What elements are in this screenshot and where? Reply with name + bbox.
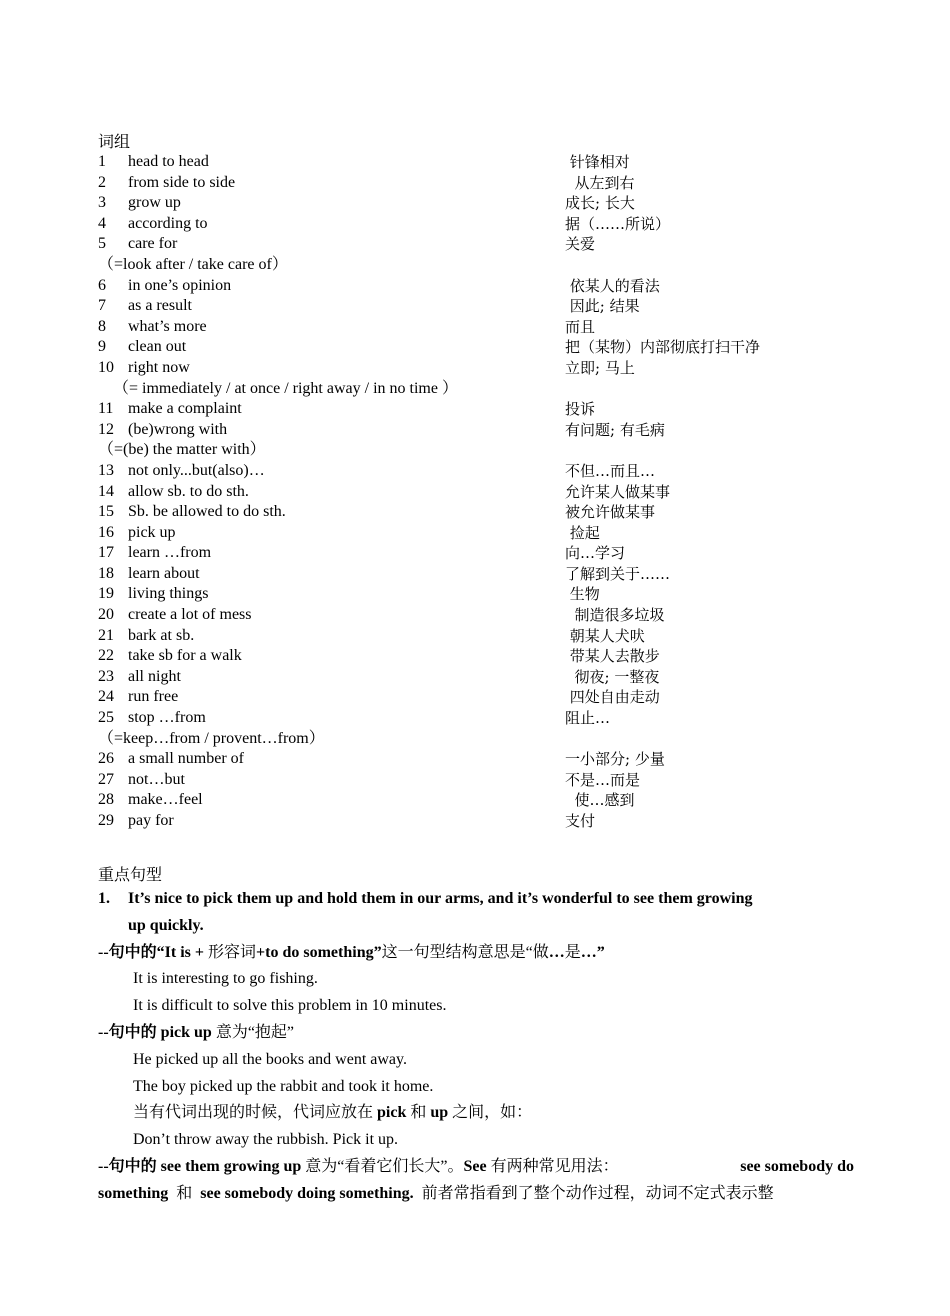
- phrase-number: 4: [98, 214, 106, 232]
- pronoun-note: [98, 1100, 854, 1127]
- phrase-chinese: 立即; 马上: [565, 358, 635, 377]
- phrase-row: [98, 584, 858, 605]
- phrase-row: [98, 482, 858, 503]
- phrase-row: [98, 399, 858, 420]
- phrase-number: 17: [98, 544, 114, 562]
- phrase-row: [98, 646, 858, 667]
- phrase-synonym: （=look after / take care of）: [98, 255, 288, 273]
- phrase-english: make…feel: [128, 791, 203, 809]
- phrase-number: 15: [98, 503, 114, 521]
- sentences-heading: 重点句型: [98, 867, 163, 884]
- phrase-row: [98, 234, 858, 255]
- phrase-number: 11: [98, 400, 114, 418]
- phrase-number: 10: [98, 358, 114, 376]
- phrase-number: 6: [98, 276, 106, 294]
- phrase-english: grow up: [128, 194, 181, 212]
- phrase-english: what’s more: [128, 317, 207, 335]
- phrase-row: [98, 543, 858, 564]
- phrase-chinese: 制造很多垃圾: [565, 606, 665, 625]
- phrase-row: [98, 358, 858, 379]
- note-bold: pick: [377, 1104, 407, 1122]
- phrase-row: [98, 790, 858, 811]
- phrase-number: 5: [98, 235, 106, 253]
- note-see-part-1: [98, 1154, 619, 1181]
- phrase-chinese: 捡起: [565, 523, 600, 542]
- phrase-chinese: 四处自由走动: [565, 688, 660, 707]
- phrase-number: 14: [98, 482, 114, 500]
- example-sentence: Don’t throw away the rubbish. Pick it up.: [133, 1131, 399, 1149]
- note-bold: +to do something”: [256, 943, 382, 961]
- sentence-1-line-1: It’s nice to pick them up and hold them in our arms, and it’s wonderful to see them growing: [128, 890, 753, 907]
- note-see-usage: [98, 1154, 854, 1181]
- phrase-number: 19: [98, 585, 114, 603]
- phrase-row: [98, 420, 858, 441]
- phrase-chinese: 一小部分; 少量: [565, 750, 665, 769]
- phrase-chinese: 有问题; 有毛病: [565, 420, 665, 439]
- phrase-english: a small number of: [128, 750, 244, 768]
- note-pick-up: [98, 1020, 854, 1047]
- phrase-chinese: 允许某人做某事: [565, 482, 671, 501]
- phrase-number: 7: [98, 297, 106, 315]
- phrase-english: (be)wrong with: [128, 420, 228, 438]
- example-sentence: It is difficult to solve this problem in 10 minutes.: [133, 997, 447, 1015]
- phrase-english: not…but: [128, 770, 185, 788]
- sentence-number: 1.: [98, 890, 110, 907]
- phrase-chinese: 而且: [565, 317, 596, 336]
- phrase-chinese: 据（……所说）: [565, 214, 671, 233]
- phrase-row: [98, 502, 858, 523]
- note-bold: see them growing up: [160, 1157, 302, 1175]
- phrase-chinese: 向…学习: [565, 544, 626, 563]
- phrase-row: [98, 523, 858, 544]
- phrase-row: [98, 461, 858, 482]
- phrase-row: [98, 296, 858, 317]
- phrase-number: 8: [98, 317, 106, 335]
- phrase-english: in one’s opinion: [128, 276, 232, 294]
- phrase-english: head to head: [128, 153, 209, 170]
- note-prefix: --句中的: [98, 943, 157, 961]
- phrase-synonym: （=(be) the matter with）: [98, 441, 266, 459]
- note-bold: see somebody do: [740, 1157, 854, 1175]
- note-text: 和: [168, 1184, 201, 1202]
- sentence-1-line-2: up quickly.: [128, 916, 204, 934]
- key-sentences: [98, 886, 854, 1208]
- example-sentence: It is interesting to go fishing.: [133, 970, 318, 988]
- phrase-chinese: 被允许做某事: [565, 503, 656, 522]
- phrase-chinese: 从左到右: [565, 173, 635, 192]
- phrase-number: 25: [98, 709, 114, 727]
- phrase-row: [98, 173, 858, 194]
- phrase-number: 16: [98, 523, 114, 541]
- phrase-chinese: 依某人的看法: [565, 276, 660, 295]
- phrase-number: 13: [98, 461, 114, 479]
- phrase-number: 20: [98, 606, 114, 624]
- phrase-chinese: 因此; 结果: [565, 297, 640, 316]
- note-prefix: --句中的: [98, 1023, 161, 1041]
- phrase-english: pay for: [128, 812, 174, 829]
- phrase-synonym-row: [98, 255, 858, 276]
- phrase-row: [98, 626, 858, 647]
- note-bold: “It is +: [156, 943, 209, 961]
- phrase-row: [98, 337, 858, 358]
- phrase-row: [98, 687, 858, 708]
- example-sentence: The boy picked up the rabbit and took it home.: [133, 1077, 434, 1095]
- phrase-row: [98, 811, 858, 832]
- phrase-number: 2: [98, 173, 106, 191]
- note-see-usage-line-2: [98, 1181, 854, 1208]
- phrase-english: not only...but(also)…: [128, 461, 265, 479]
- phrase-chinese: 生物: [565, 585, 600, 604]
- phrase-english: care for: [128, 235, 178, 253]
- phrase-chinese: 投诉: [565, 400, 596, 419]
- phrase-row: [98, 317, 858, 338]
- phrase-row: [98, 214, 858, 235]
- note-text: 形容词: [208, 943, 257, 961]
- phrase-synonym: （=keep…from / provent…from）: [98, 729, 325, 747]
- phrase-english: pick up: [128, 523, 176, 541]
- phrase-number: 24: [98, 688, 114, 706]
- phrase-synonym-row: [98, 379, 858, 400]
- phrase-row: [98, 193, 858, 214]
- note-bold: up: [430, 1104, 449, 1122]
- note-bold: pick up: [160, 1023, 212, 1041]
- phrase-english: living things: [128, 585, 209, 603]
- phrase-english: learn …from: [128, 544, 212, 562]
- phrase-chinese: 把（某物）内部彻底打扫干净: [565, 338, 761, 357]
- phrase-english: bark at sb.: [128, 626, 195, 644]
- phrase-synonym-row: [98, 729, 858, 750]
- note-text: 意为“看着它们长大”。: [301, 1157, 464, 1175]
- phrase-number: 23: [98, 667, 114, 685]
- phrase-chinese: 朝某人犬吠: [565, 626, 645, 645]
- phrase-english: as a result: [128, 297, 192, 315]
- sentence-1: [98, 886, 854, 913]
- phrase-english: stop …from: [128, 709, 206, 727]
- phrase-english: from side to side: [128, 173, 236, 191]
- phrase-chinese: 彻夜; 一整夜: [565, 667, 660, 686]
- phrase-english: right now: [128, 358, 190, 376]
- phrase-english: allow sb. to do sth.: [128, 482, 249, 500]
- phrase-chinese: 阻止…: [565, 709, 611, 728]
- note-text: 有两种常见用法：: [486, 1157, 619, 1175]
- phrase-row: [98, 276, 858, 297]
- phrase-number: 12: [98, 420, 114, 438]
- phrase-chinese: 关爱: [565, 235, 596, 254]
- phrase-number: 29: [98, 812, 114, 829]
- note-bold: …”: [580, 943, 605, 961]
- note-text: 是: [564, 943, 581, 961]
- phrase-row: [98, 152, 858, 173]
- phrase-row: [98, 605, 858, 626]
- phrase-row: [98, 770, 858, 791]
- note-it-is-structure: [98, 940, 854, 967]
- phrase-chinese: 了解到关于……: [565, 564, 671, 583]
- phrase-row: [98, 749, 858, 770]
- phrase-english: Sb. be allowed to do sth.: [128, 503, 286, 521]
- phrase-synonym-row: [98, 440, 858, 461]
- phrase-chinese: 不是…而是: [565, 770, 641, 789]
- phrase-english: clean out: [128, 338, 187, 356]
- phrase-chinese: 支付: [565, 812, 596, 830]
- note-bold: see somebody doing something.: [200, 1184, 414, 1202]
- phrase-row: [98, 667, 858, 688]
- note-text: 前者常指看到了整个动作过程，动词不定式表示整: [413, 1184, 774, 1202]
- note-prefix: --句中的: [98, 1157, 161, 1175]
- note-text: 和: [406, 1104, 431, 1122]
- note-bold: See: [463, 1157, 487, 1175]
- example-sentence: He picked up all the books and went away.: [133, 1050, 407, 1068]
- note-text: 当有代词出现的时候，代词应放在: [133, 1104, 378, 1122]
- phrase-english: according to: [128, 214, 208, 232]
- phrase-number: 26: [98, 750, 114, 768]
- note-text: 这一句型结构意思是“做: [381, 943, 549, 961]
- phrase-number: 22: [98, 647, 114, 665]
- phrase-english: take sb for a walk: [128, 647, 242, 665]
- phrase-number: 28: [98, 791, 114, 809]
- phrase-english: run free: [128, 688, 179, 706]
- note-text: 意为“抱起”: [211, 1023, 295, 1041]
- phrase-number: 21: [98, 626, 114, 644]
- phrase-number: 18: [98, 564, 114, 582]
- phrase-chinese: 成长; 长大: [565, 194, 635, 213]
- phrase-row: [98, 708, 858, 729]
- phrase-number: 9: [98, 338, 106, 356]
- note-text: 之间，如：: [448, 1104, 533, 1122]
- phrase-chinese: 带某人去散步: [565, 647, 660, 666]
- phrase-row: [98, 564, 858, 585]
- note-bold: something: [98, 1184, 169, 1202]
- phrase-list: [98, 152, 858, 832]
- phrase-english: learn about: [128, 564, 200, 582]
- phrase-english: create a lot of mess: [128, 606, 252, 624]
- phrase-chinese: 针锋相对: [565, 153, 630, 171]
- phrase-number: 3: [98, 194, 106, 212]
- phrase-number: 1: [98, 153, 106, 170]
- phrase-synonym: （= immediately / at once / right away / in no time ）: [113, 379, 458, 397]
- phrase-chinese: 使…感到: [565, 791, 635, 810]
- phrase-english: all night: [128, 667, 181, 685]
- phrase-number: 27: [98, 770, 114, 788]
- phrases-heading: 词组: [98, 134, 131, 151]
- phrase-chinese: 不但…而且…: [565, 461, 656, 480]
- note-bold: …: [548, 943, 565, 961]
- phrase-english: make a complaint: [128, 400, 242, 418]
